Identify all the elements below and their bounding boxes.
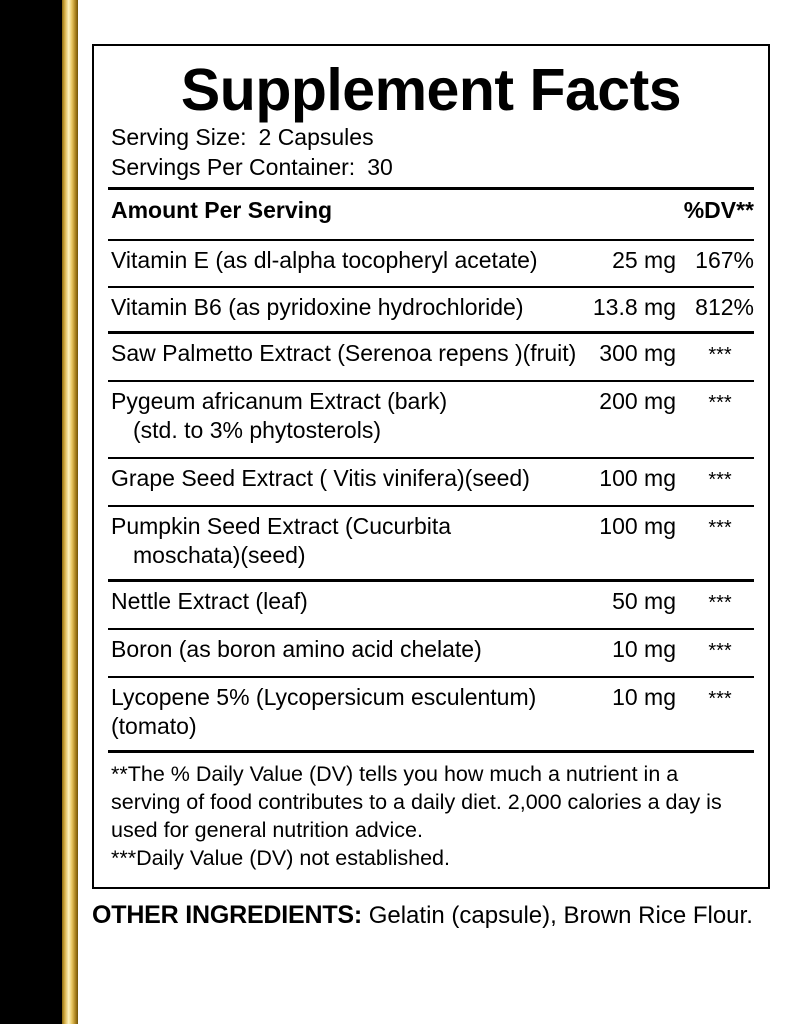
nutrient-dv: *** [708, 516, 732, 539]
table-row [108, 241, 754, 280]
nutrient-dv: *** [708, 468, 732, 491]
nutrient-name [108, 512, 599, 571]
gold-accent-bar [62, 0, 78, 1024]
footnote-block [108, 753, 754, 873]
nutrient-amount: 50 mg [612, 588, 676, 615]
nutrient-amount: 10 mg [612, 635, 676, 662]
nutrient-dv: *** [708, 344, 732, 367]
nutrient-amount: 300 mg [599, 340, 676, 367]
servings-per-container-value: 30 [367, 154, 393, 181]
table-row [108, 630, 754, 670]
nutrient-name: Vitamin E (as dl-alpha tocopheryl acetate) [111, 246, 538, 273]
servings-per-container-line [111, 153, 754, 183]
other-ingredients-value: Gelatin (capsule), Brown Rice Flour. [368, 902, 753, 929]
nutrient-name: Lycopene 5% (Lycopersicum esculentum)(tomato) [111, 683, 537, 740]
table-row [108, 288, 754, 327]
panel-title: Supplement Facts [180, 57, 682, 123]
table-row [108, 507, 754, 576]
nutrient-name-main: Pygeum africanum Extract (bark) [111, 388, 448, 415]
nutrient-name [108, 387, 599, 446]
nutrient-dv: *** [708, 639, 732, 662]
nutrient-amount: 100 mg [599, 464, 676, 491]
nutrient-dv: 167% [695, 246, 754, 273]
nutrient-name-main: Pumpkin Seed Extract (Cucurbita [111, 512, 452, 539]
nutrient-amount: 13.8 mg [592, 294, 676, 321]
dv-header-label: %DV** [683, 197, 754, 224]
label-content [78, 0, 788, 1024]
nutrient-name: Grape Seed Extract ( Vitis vinifera)(seed) [111, 464, 530, 491]
table-row [108, 382, 754, 451]
table-row [108, 459, 754, 499]
black-side-bar [0, 0, 62, 1024]
nutrient-name: Vitamin B6 (as pyridoxine hydrochloride) [111, 294, 524, 321]
nutrient-name: Boron (as boron amino acid chelate) [111, 635, 482, 662]
serving-size-value: 2 Capsules [258, 124, 374, 151]
nutrient-name-sub: (std. to 3% phytosterols) [133, 417, 381, 444]
serving-size-label: Serving Size: [111, 124, 247, 151]
nutrient-dv: *** [708, 687, 732, 710]
nutrient-dv: 812% [695, 294, 754, 321]
other-ingredients-label: OTHER INGREDIENTS: [92, 901, 363, 929]
nutrient-amount: 10 mg [612, 683, 676, 710]
servings-per-container-label: Servings Per Container: [111, 154, 356, 181]
amount-per-serving-header [108, 190, 754, 232]
nutrient-name: Nettle Extract (leaf) [111, 588, 308, 615]
footnote-daily-value: **The % Daily Value (DV) tells you how much a nutrient in a serving of food contributes to a daily diet. 2,000 calories a day is used for general nutrition advice. [111, 762, 722, 843]
nutrient-amount: 200 mg [599, 388, 676, 415]
table-row [108, 678, 754, 747]
nutrient-amount: 100 mg [599, 512, 676, 539]
amount-per-serving-label: Amount Per Serving [111, 197, 333, 224]
nutrient-dv: *** [708, 392, 732, 415]
other-ingredients [92, 900, 788, 931]
table-row [108, 334, 754, 374]
nutrient-name-sub: moschata)(seed) [133, 541, 306, 568]
nutrient-dv: *** [708, 592, 732, 615]
table-row [108, 582, 754, 622]
serving-size-line [111, 123, 754, 153]
nutrient-name: Saw Palmetto Extract (Serenoa repens )(fruit) [111, 340, 577, 367]
footnote-not-established: ***Daily Value (DV) not established. [111, 846, 450, 871]
supplement-facts-panel [92, 44, 770, 889]
nutrient-amount: 25 mg [612, 246, 676, 273]
